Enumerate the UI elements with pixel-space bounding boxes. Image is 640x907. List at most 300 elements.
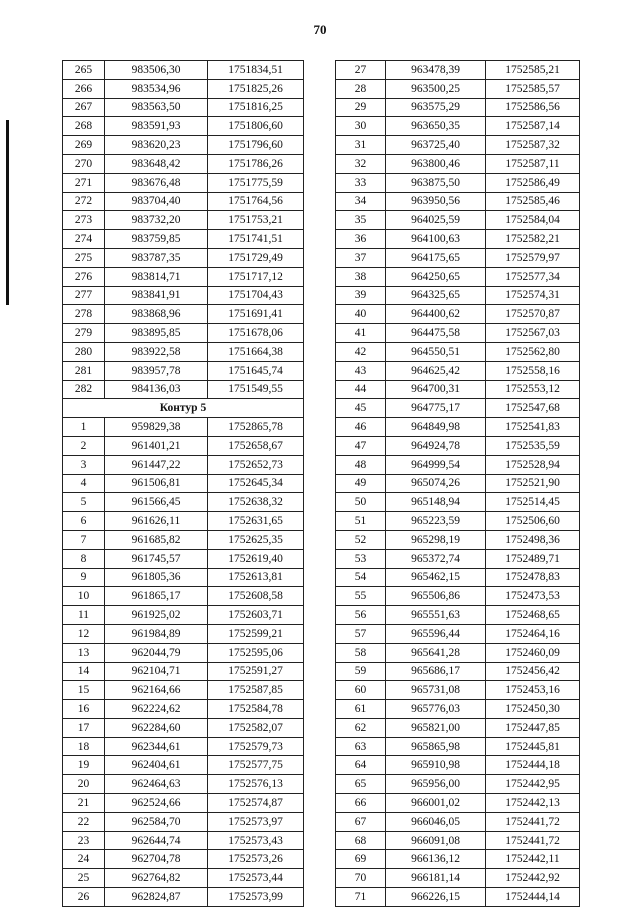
y-coordinate-cell: 1751796,60 (208, 136, 304, 155)
x-coordinate-cell: 983895,85 (105, 324, 208, 343)
y-coordinate-cell: 1752464,16 (486, 624, 580, 643)
table-row (63, 530, 304, 549)
point-number-cell: 70 (336, 869, 386, 888)
point-number-cell: 6 (63, 512, 105, 531)
point-number-cell: 66 (336, 794, 386, 813)
y-coordinate-cell: 1752573,26 (208, 850, 304, 869)
x-coordinate-cell: 983534,96 (105, 79, 208, 98)
x-coordinate-cell: 964475,58 (386, 324, 486, 343)
x-coordinate-cell: 983704,40 (105, 192, 208, 211)
table-row (63, 643, 304, 662)
point-number-cell: 22 (63, 812, 105, 831)
y-coordinate-cell: 1751691,41 (208, 305, 304, 324)
table-row (336, 530, 580, 549)
table-row (63, 587, 304, 606)
y-coordinate-cell: 1752506,60 (486, 512, 580, 531)
table-row (63, 624, 304, 643)
point-number-cell: 269 (63, 136, 105, 155)
x-coordinate-cell: 965223,59 (386, 512, 486, 531)
x-coordinate-cell: 983676,48 (105, 173, 208, 192)
point-number-cell: 278 (63, 305, 105, 324)
table-row (63, 230, 304, 249)
x-coordinate-cell: 964400,62 (386, 305, 486, 324)
point-number-cell: 56 (336, 606, 386, 625)
point-number-cell: 27 (336, 61, 386, 80)
table-row (336, 512, 580, 531)
table-row (63, 850, 304, 869)
x-coordinate-cell: 961447,22 (105, 455, 208, 474)
margin-bar (6, 120, 9, 305)
y-coordinate-cell: 1752553,12 (486, 380, 580, 399)
table-row (336, 173, 580, 192)
x-coordinate-cell: 964550,51 (386, 342, 486, 361)
point-number-cell: 272 (63, 192, 105, 211)
table-row (336, 211, 580, 230)
x-coordinate-cell: 966091,08 (386, 831, 486, 850)
x-coordinate-cell: 965372,74 (386, 549, 486, 568)
y-coordinate-cell: 1752579,73 (208, 737, 304, 756)
y-coordinate-cell: 1752591,27 (208, 662, 304, 681)
y-coordinate-cell: 1752514,45 (486, 493, 580, 512)
table-row (63, 117, 304, 136)
y-coordinate-cell: 1751753,21 (208, 211, 304, 230)
y-coordinate-cell: 1752574,31 (486, 286, 580, 305)
point-number-cell: 21 (63, 794, 105, 813)
y-coordinate-cell: 1752573,43 (208, 831, 304, 850)
table-row (63, 888, 304, 907)
x-coordinate-cell: 964775,17 (386, 399, 486, 418)
point-number-cell: 265 (63, 61, 105, 80)
table-row (63, 61, 304, 80)
table-row (63, 474, 304, 493)
coordinates-table-right-body (336, 61, 580, 907)
point-number-cell: 19 (63, 756, 105, 775)
x-coordinate-cell: 962224,62 (105, 700, 208, 719)
point-number-cell: 43 (336, 361, 386, 380)
point-number-cell: 71 (336, 888, 386, 907)
point-number-cell: 53 (336, 549, 386, 568)
y-coordinate-cell: 1752441,72 (486, 831, 580, 850)
x-coordinate-cell: 963950,56 (386, 192, 486, 211)
table-row (336, 361, 580, 380)
table-row (63, 173, 304, 192)
y-coordinate-cell: 1752441,72 (486, 812, 580, 831)
point-number-cell: 44 (336, 380, 386, 399)
x-coordinate-cell: 961745,57 (105, 549, 208, 568)
table-row (63, 399, 304, 418)
table-row (63, 794, 304, 813)
point-number-cell: 58 (336, 643, 386, 662)
table-row (63, 606, 304, 625)
x-coordinate-cell: 983591,93 (105, 117, 208, 136)
point-number-cell: 10 (63, 587, 105, 606)
table-row (63, 568, 304, 587)
x-coordinate-cell: 961566,45 (105, 493, 208, 512)
y-coordinate-cell: 1752447,85 (486, 718, 580, 737)
x-coordinate-cell: 962164,66 (105, 681, 208, 700)
point-number-cell: 3 (63, 455, 105, 474)
table-row (63, 700, 304, 719)
point-number-cell: 38 (336, 267, 386, 286)
point-number-cell: 29 (336, 98, 386, 117)
y-coordinate-cell: 1752442,92 (486, 869, 580, 888)
table-row (63, 718, 304, 737)
x-coordinate-cell: 964999,54 (386, 455, 486, 474)
y-coordinate-cell: 1751664,38 (208, 342, 304, 361)
x-coordinate-cell: 961626,11 (105, 512, 208, 531)
table-row (63, 136, 304, 155)
point-number-cell: 45 (336, 399, 386, 418)
x-coordinate-cell: 966046,05 (386, 812, 486, 831)
x-coordinate-cell: 961506,81 (105, 474, 208, 493)
point-number-cell: 52 (336, 530, 386, 549)
point-number-cell: 32 (336, 154, 386, 173)
y-coordinate-cell: 1752584,04 (486, 211, 580, 230)
point-number-cell: 68 (336, 831, 386, 850)
table-row (63, 324, 304, 343)
x-coordinate-cell: 966136,12 (386, 850, 486, 869)
point-number-cell: 47 (336, 436, 386, 455)
table-row (336, 286, 580, 305)
point-number-cell: 24 (63, 850, 105, 869)
point-number-cell: 279 (63, 324, 105, 343)
x-coordinate-cell: 983732,20 (105, 211, 208, 230)
table-row (336, 850, 580, 869)
x-coordinate-cell: 961865,17 (105, 587, 208, 606)
x-coordinate-cell: 965462,15 (386, 568, 486, 587)
point-number-cell: 281 (63, 361, 105, 380)
point-number-cell: 33 (336, 173, 386, 192)
point-number-cell: 30 (336, 117, 386, 136)
table-row (336, 568, 580, 587)
y-coordinate-cell: 1752445,81 (486, 737, 580, 756)
point-number-cell: 64 (336, 756, 386, 775)
y-coordinate-cell: 1752631,65 (208, 512, 304, 531)
table-row (336, 418, 580, 437)
x-coordinate-cell: 983787,35 (105, 248, 208, 267)
table-row (336, 643, 580, 662)
x-coordinate-cell: 964025,59 (386, 211, 486, 230)
table-row (336, 267, 580, 286)
y-coordinate-cell: 1752586,56 (486, 98, 580, 117)
y-coordinate-cell: 1752599,21 (208, 624, 304, 643)
x-coordinate-cell: 965298,19 (386, 530, 486, 549)
point-number-cell: 5 (63, 493, 105, 512)
y-coordinate-cell: 1752442,95 (486, 775, 580, 794)
y-coordinate-cell: 1752608,58 (208, 587, 304, 606)
x-coordinate-cell: 962284,60 (105, 718, 208, 737)
table-row (63, 436, 304, 455)
table-row (63, 154, 304, 173)
table-row (63, 305, 304, 324)
table-row (63, 662, 304, 681)
table-row (63, 831, 304, 850)
point-number-cell: 276 (63, 267, 105, 286)
point-number-cell: 15 (63, 681, 105, 700)
point-number-cell: 63 (336, 737, 386, 756)
point-number-cell: 59 (336, 662, 386, 681)
point-number-cell: 11 (63, 606, 105, 625)
y-coordinate-cell: 1752574,87 (208, 794, 304, 813)
point-number-cell: 69 (336, 850, 386, 869)
point-number-cell: 61 (336, 700, 386, 719)
point-number-cell: 271 (63, 173, 105, 192)
point-number-cell: 280 (63, 342, 105, 361)
point-number-cell: 14 (63, 662, 105, 681)
table-row (63, 512, 304, 531)
y-coordinate-cell: 1752489,71 (486, 549, 580, 568)
x-coordinate-cell: 962824,87 (105, 888, 208, 907)
x-coordinate-cell: 965506,86 (386, 587, 486, 606)
point-number-cell: 40 (336, 305, 386, 324)
point-number-cell: 282 (63, 380, 105, 399)
point-number-cell: 36 (336, 230, 386, 249)
table-row (336, 455, 580, 474)
y-coordinate-cell: 1751741,51 (208, 230, 304, 249)
point-number-cell: 60 (336, 681, 386, 700)
y-coordinate-cell: 1751549,55 (208, 380, 304, 399)
y-coordinate-cell: 1751717,12 (208, 267, 304, 286)
x-coordinate-cell: 963875,50 (386, 173, 486, 192)
y-coordinate-cell: 1752587,85 (208, 681, 304, 700)
point-number-cell: 25 (63, 869, 105, 888)
point-number-cell: 16 (63, 700, 105, 719)
point-number-cell: 7 (63, 530, 105, 549)
y-coordinate-cell: 1752573,99 (208, 888, 304, 907)
y-coordinate-cell: 1752582,07 (208, 718, 304, 737)
table-row (63, 812, 304, 831)
table-row (63, 493, 304, 512)
table-row (63, 681, 304, 700)
x-coordinate-cell: 964700,31 (386, 380, 486, 399)
table-row (336, 192, 580, 211)
y-coordinate-cell: 1752558,16 (486, 361, 580, 380)
table-row (63, 418, 304, 437)
table-row (336, 812, 580, 831)
y-coordinate-cell: 1752535,59 (486, 436, 580, 455)
y-coordinate-cell: 1752442,11 (486, 850, 580, 869)
y-coordinate-cell: 1752460,09 (486, 643, 580, 662)
y-coordinate-cell: 1752521,90 (486, 474, 580, 493)
point-number-cell: 62 (336, 718, 386, 737)
point-number-cell: 20 (63, 775, 105, 794)
y-coordinate-cell: 1752638,32 (208, 493, 304, 512)
x-coordinate-cell: 961401,21 (105, 436, 208, 455)
y-coordinate-cell: 1752587,11 (486, 154, 580, 173)
table-row (63, 267, 304, 286)
y-coordinate-cell: 1752586,49 (486, 173, 580, 192)
x-coordinate-cell: 965910,98 (386, 756, 486, 775)
point-number-cell: 266 (63, 79, 105, 98)
y-coordinate-cell: 1752585,57 (486, 79, 580, 98)
point-number-cell: 35 (336, 211, 386, 230)
coordinates-table-left-body (63, 61, 304, 907)
y-coordinate-cell: 1751825,26 (208, 79, 304, 98)
table-row (336, 549, 580, 568)
y-coordinate-cell: 1752587,14 (486, 117, 580, 136)
y-coordinate-cell: 1752585,46 (486, 192, 580, 211)
y-coordinate-cell: 1752658,67 (208, 436, 304, 455)
table-row (63, 361, 304, 380)
x-coordinate-cell: 961984,89 (105, 624, 208, 643)
point-number-cell: 41 (336, 324, 386, 343)
table-row (63, 192, 304, 211)
x-coordinate-cell: 964250,65 (386, 267, 486, 286)
table-row (336, 831, 580, 850)
table-row (336, 606, 580, 625)
table-row (336, 342, 580, 361)
table-row (63, 737, 304, 756)
x-coordinate-cell: 983620,23 (105, 136, 208, 155)
table-row (336, 888, 580, 907)
y-coordinate-cell: 1752587,32 (486, 136, 580, 155)
y-coordinate-cell: 1752444,18 (486, 756, 580, 775)
y-coordinate-cell: 1752473,53 (486, 587, 580, 606)
point-number-cell: 48 (336, 455, 386, 474)
table-row (336, 305, 580, 324)
point-number-cell: 28 (336, 79, 386, 98)
x-coordinate-cell: 966181,14 (386, 869, 486, 888)
point-number-cell: 268 (63, 117, 105, 136)
table-row (336, 324, 580, 343)
y-coordinate-cell: 1752613,81 (208, 568, 304, 587)
table-row (63, 79, 304, 98)
point-number-cell: 39 (336, 286, 386, 305)
table-row (336, 474, 580, 493)
table-row (63, 342, 304, 361)
table-row (63, 775, 304, 794)
point-number-cell: 9 (63, 568, 105, 587)
x-coordinate-cell: 962464,63 (105, 775, 208, 794)
table-row (336, 794, 580, 813)
x-coordinate-cell: 964100,63 (386, 230, 486, 249)
point-number-cell: 34 (336, 192, 386, 211)
y-coordinate-cell: 1752619,40 (208, 549, 304, 568)
x-coordinate-cell: 962584,70 (105, 812, 208, 831)
x-coordinate-cell: 964325,65 (386, 286, 486, 305)
table-row (336, 436, 580, 455)
y-coordinate-cell: 1752456,42 (486, 662, 580, 681)
point-number-cell: 26 (63, 888, 105, 907)
point-number-cell: 42 (336, 342, 386, 361)
x-coordinate-cell: 963575,29 (386, 98, 486, 117)
y-coordinate-cell: 1752573,97 (208, 812, 304, 831)
y-coordinate-cell: 1752577,34 (486, 267, 580, 286)
table-row (336, 248, 580, 267)
y-coordinate-cell: 1752645,34 (208, 474, 304, 493)
point-number-cell: 37 (336, 248, 386, 267)
table-row (336, 79, 580, 98)
y-coordinate-cell: 1752528,94 (486, 455, 580, 474)
point-number-cell: 273 (63, 211, 105, 230)
x-coordinate-cell: 963500,25 (386, 79, 486, 98)
x-coordinate-cell: 959829,38 (105, 418, 208, 437)
x-coordinate-cell: 962704,78 (105, 850, 208, 869)
y-coordinate-cell: 1752453,16 (486, 681, 580, 700)
x-coordinate-cell: 962644,74 (105, 831, 208, 850)
point-number-cell: 267 (63, 98, 105, 117)
x-coordinate-cell: 965074,26 (386, 474, 486, 493)
table-row (336, 587, 580, 606)
point-number-cell: 1 (63, 418, 105, 437)
y-coordinate-cell: 1752595,06 (208, 643, 304, 662)
y-coordinate-cell: 1752541,83 (486, 418, 580, 437)
x-coordinate-cell: 962044,79 (105, 643, 208, 662)
point-number-cell: 50 (336, 493, 386, 512)
y-coordinate-cell: 1751786,26 (208, 154, 304, 173)
y-coordinate-cell: 1751729,49 (208, 248, 304, 267)
x-coordinate-cell: 983814,71 (105, 267, 208, 286)
x-coordinate-cell: 962764,82 (105, 869, 208, 888)
x-coordinate-cell: 961805,36 (105, 568, 208, 587)
table-row (336, 681, 580, 700)
y-coordinate-cell: 1751816,25 (208, 98, 304, 117)
table-row (63, 756, 304, 775)
x-coordinate-cell: 965641,28 (386, 643, 486, 662)
table-row (336, 700, 580, 719)
y-coordinate-cell: 1751834,51 (208, 61, 304, 80)
table-row (63, 380, 304, 399)
x-coordinate-cell: 983868,96 (105, 305, 208, 324)
y-coordinate-cell: 1752625,35 (208, 530, 304, 549)
x-coordinate-cell: 983841,91 (105, 286, 208, 305)
x-coordinate-cell: 983506,30 (105, 61, 208, 80)
point-number-cell: 57 (336, 624, 386, 643)
table-row (63, 211, 304, 230)
point-number-cell: 8 (63, 549, 105, 568)
y-coordinate-cell: 1752576,13 (208, 775, 304, 794)
point-number-cell: 270 (63, 154, 105, 173)
y-coordinate-cell: 1752442,13 (486, 794, 580, 813)
x-coordinate-cell: 983648,42 (105, 154, 208, 173)
y-coordinate-cell: 1752584,78 (208, 700, 304, 719)
point-number-cell: 46 (336, 418, 386, 437)
point-number-cell: 67 (336, 812, 386, 831)
y-coordinate-cell: 1752652,73 (208, 455, 304, 474)
point-number-cell: 17 (63, 718, 105, 737)
y-coordinate-cell: 1752468,65 (486, 606, 580, 625)
table-row (336, 98, 580, 117)
coordinates-table-left (62, 60, 304, 907)
x-coordinate-cell: 966226,15 (386, 888, 486, 907)
y-coordinate-cell: 1752582,21 (486, 230, 580, 249)
x-coordinate-cell: 984136,03 (105, 380, 208, 399)
y-coordinate-cell: 1751645,74 (208, 361, 304, 380)
table-row (63, 286, 304, 305)
point-number-cell: 18 (63, 737, 105, 756)
y-coordinate-cell: 1751678,06 (208, 324, 304, 343)
y-coordinate-cell: 1752450,30 (486, 700, 580, 719)
x-coordinate-cell: 965776,03 (386, 700, 486, 719)
table-row (63, 98, 304, 117)
point-number-cell: 277 (63, 286, 105, 305)
y-coordinate-cell: 1752579,97 (486, 248, 580, 267)
x-coordinate-cell: 962104,71 (105, 662, 208, 681)
point-number-cell: 13 (63, 643, 105, 662)
x-coordinate-cell: 965865,98 (386, 737, 486, 756)
table-row (336, 662, 580, 681)
coordinates-table-right (335, 60, 580, 907)
x-coordinate-cell: 965731,08 (386, 681, 486, 700)
table-row (336, 399, 580, 418)
point-number-cell: 23 (63, 831, 105, 850)
y-coordinate-cell: 1752603,71 (208, 606, 304, 625)
y-coordinate-cell: 1752585,21 (486, 61, 580, 80)
x-coordinate-cell: 966001,02 (386, 794, 486, 813)
table-row (63, 549, 304, 568)
x-coordinate-cell: 963725,40 (386, 136, 486, 155)
table-row (336, 117, 580, 136)
